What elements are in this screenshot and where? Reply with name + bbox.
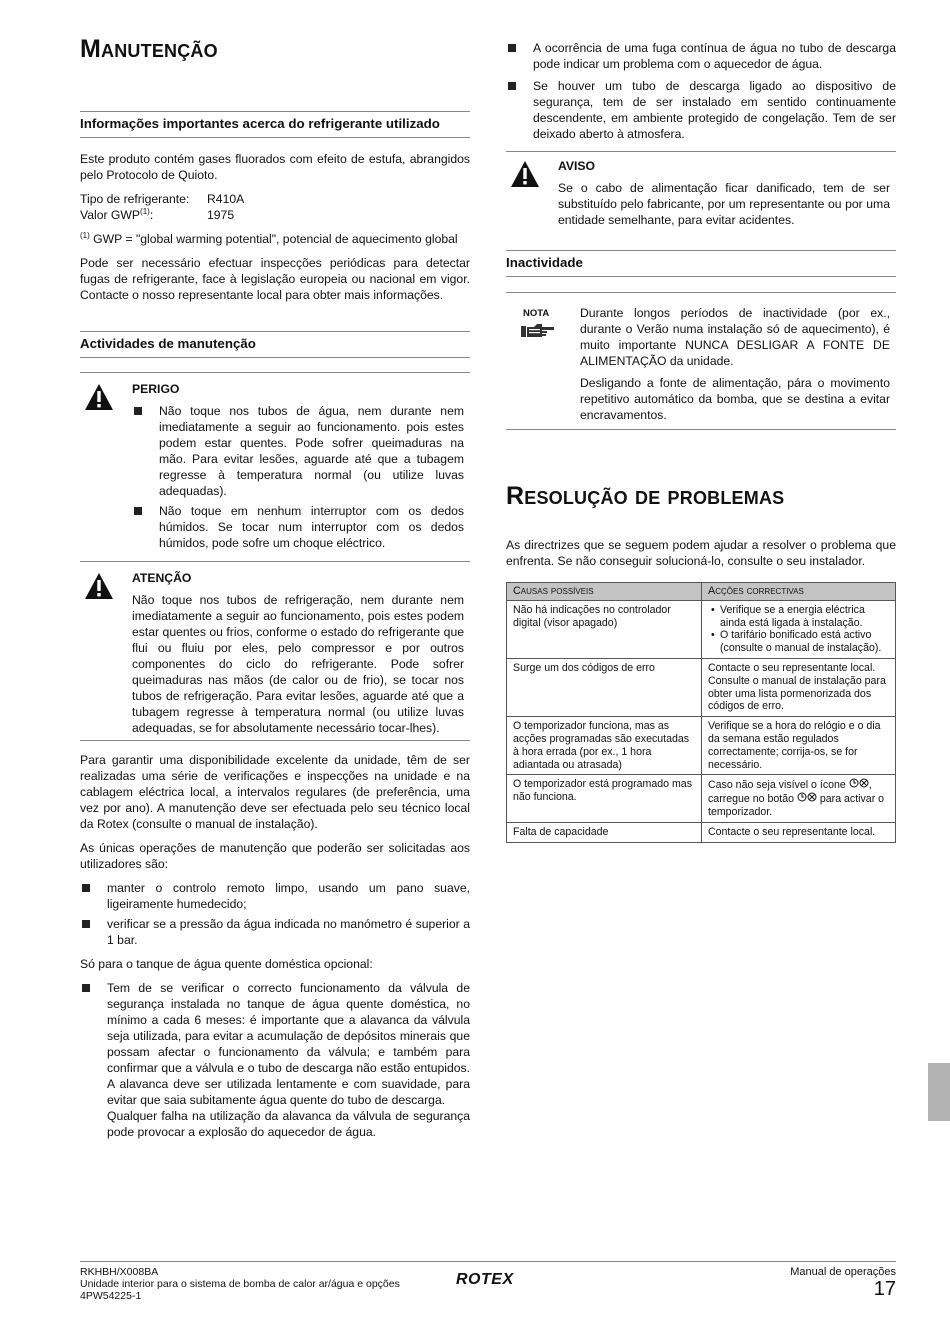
section-heading-refrigerant: Informações importantes acerca do refrigerante utilizado [80, 111, 470, 138]
list-item: Tem de se verificar o correcto funcionamento da válvula de segurança instalada no tanque de água quente doméstica, no mínimo a cada 6 meses: é importante que a alavanca da válvula seja utilizada, para evitar a acumulação de depósitos minerais que possam afectar o funcionamento da válvula; e também para confirmar que a válvula e o tubo de descarga não estão entupidos. A alavanca deve ser utilizada lentamente e com suavidade, para evitar que saia subitamente água quente do tubo de descarga. Qualquer falha na utilização da alavanca da válvula de segurança pode provocar a explosão do aquecedor de água. [80, 980, 470, 1140]
page-number: 17 [873, 1278, 896, 1300]
footer-page-info: Manual de operações 17 [790, 1266, 896, 1300]
caution-text: Não toque nos tubos de refrigeração, nem durante nem imediatamente a seguir ao funcionamento, pois estes podem estar quentes ou frios, conforme o estado do refrigerante que flui ou fluiu por eles, pelo compressor e por outros componentes do ciclo do refrigerante. Pode sofrer queimaduras nas mãos (de calor ou de frio), se tocar nos tubos de refrigeração. Para evitar lesões, aguarde até que a tubagem regresse à temperatura normal (ou utilize luvas adequadas, se for absolutamente necessário tocar-lhes). [132, 593, 464, 735]
list-item: Não toque nos tubos de água, nem durante nem imediatamente a seguir ao funcionamento. pois estes podem estar quentes. Pode sofrer queimaduras na mão. Para evitar lesões, aguarde até que a tubagem regresse à temperatura normal (ou utilize luvas adequadas). [132, 403, 464, 499]
left-column [80, 34, 470, 1144]
chapter-tab-marker [928, 1063, 950, 1121]
caution-title: ATENÇÃO [132, 571, 192, 585]
gwp-row: Valor GWP$^{(1)}$: 1975 [80, 206, 235, 222]
section-heading-maintenance: Actividades de manutenção [80, 331, 470, 358]
page-title: Manutenção [80, 35, 218, 63]
paragraph: Só para o tanque de água quente doméstica opcional: [80, 957, 373, 971]
rotex-logo: ROTEX [456, 1271, 514, 1288]
column-header: Causas possíveis [507, 583, 702, 601]
table-row: O temporizador está programado mas não funciona. Caso não seja visível o ícone , carregue no botão para activar o temporizador. [507, 775, 896, 822]
page-footer [80, 1261, 896, 1302]
warning-text: Se o cabo de alimentação ficar danificado, tem de ser substituído pelo fabricante, por um representante ou por uma entidade semelhante, para evitar acidentes. [558, 181, 890, 227]
note-box [506, 293, 896, 429]
timer-icon [849, 778, 869, 788]
table-row: Não há indicações no controlador digital (visor apagado) • Verifique se a energia eléctrica ainda está ligada à instalação. • O tarifário bonificado está activo (consulte o manual de instalação). [507, 600, 896, 658]
list-item: verificar se a pressão da água indicada no manómetro é superior a 1 bar. [80, 916, 470, 948]
table-header-row [507, 583, 896, 601]
caution-box [80, 562, 470, 740]
table-row: O temporizador funciona, mas as acções programadas são executadas à hora errada (por ex., 1 hora adiantada ou atrasada) Verifique se a hora do relógio e o dia da semana estão regulados correctamente; corrija-os, se for necessário. [507, 717, 896, 775]
warning-triangle-icon [84, 383, 114, 411]
footer-doc-info: RKHBH/X008BA Unidade interior para o sistema de bomba de calor ar/água e opções 4PW54225-1 [80, 1266, 400, 1302]
danger-box [80, 373, 470, 561]
list-item: Não toque em nenhum interruptor com os dedos húmidos. Se tocar num interruptor com os dedos húmidos, pode sofre um choque eléctrico. [132, 503, 464, 551]
paragraph: As únicas operações de manutenção que poderão ser solicitadas aos utilizadores são: [80, 841, 470, 871]
paragraph: Pode ser necessário efectuar inspecções periódicas para detectar fugas de refrigerante, face à legislação europeia ou nacional em vigor. Contacte o nosso representante local para obter mais informações. [80, 256, 470, 302]
table-row: Falta de capacidade Contacte o seu representante local. [507, 822, 896, 842]
section-heading-inactivity: Inactividade [506, 250, 896, 277]
warning-box [506, 152, 896, 234]
column-header: Acções correctivas [702, 583, 896, 601]
footnote: $^{(1)}$ GWP = "global warming potential", potencial de aquecimento global [80, 230, 458, 246]
section-title-troubleshooting: Resolução de problemas [506, 482, 785, 510]
warning-triangle-icon [510, 160, 540, 188]
warning-title: AVISO [558, 159, 596, 173]
list-item: Se houver um tubo de descarga ligado ao dispositivo de segurança, tem de ser instalado em sentido continuamente descendente, em ambiente protegido de congelação. Tem de ser deixado aberto à atmosfera. [506, 78, 896, 142]
note-text: Desligando a fonte de alimentação, pára o movimento repetitivo automático da bomba, que se destina a evitar encravamentos. [580, 376, 890, 422]
refrigerant-type-row: Tipo de refrigerante: R410A [80, 192, 245, 206]
right-column [506, 40, 896, 843]
troubleshooting-table [506, 582, 896, 843]
danger-title: PERIGO [132, 382, 180, 396]
list-item: A ocorrência de uma fuga contínua de água no tubo de descarga pode indicar um problema com o aquecedor de água. [506, 40, 896, 72]
paragraph: Para garantir uma disponibilidade excelente da unidade, têm de ser realizadas uma série de verificações e inspecções na unidade e na cablagem eléctrica local, a intervalos regulares (de preferência, uma vez por ano). A manutenção deve ser efectuada pelo seu técnico local da Rotex (consulte o manual de instalação). [80, 753, 470, 831]
pointing-hand-icon [520, 321, 556, 339]
timer-icon [797, 792, 817, 802]
note-text: Durante longos períodos de inactividade (por ex., durante o Verão numa instalação só de aquecimento), é muito importante NUNCA DESLIGAR A FONTE DE ALIMENTAÇÃO da unidade. [580, 306, 890, 368]
paragraph: Este produto contém gases fluorados com efeito de estufa, abrangidos pelo Protocolo de Quioto. [80, 152, 470, 182]
warning-triangle-icon [84, 572, 114, 600]
table-row: Surge um dos códigos de erro Contacte o seu representante local. Consulte o manual de instalação para obter uma lista pormenorizada dos códigos de erro. [507, 658, 896, 716]
list-item: manter o controlo remoto limpo, usando um pano suave, ligeiramente humedecido; [80, 880, 470, 912]
note-tag: NOTA [523, 308, 550, 319]
paragraph: As directrizes que se seguem podem ajudar a resolver o problema que enfrenta. Se não conseguir solucioná-lo, consulte o seu instalador. [506, 538, 896, 568]
